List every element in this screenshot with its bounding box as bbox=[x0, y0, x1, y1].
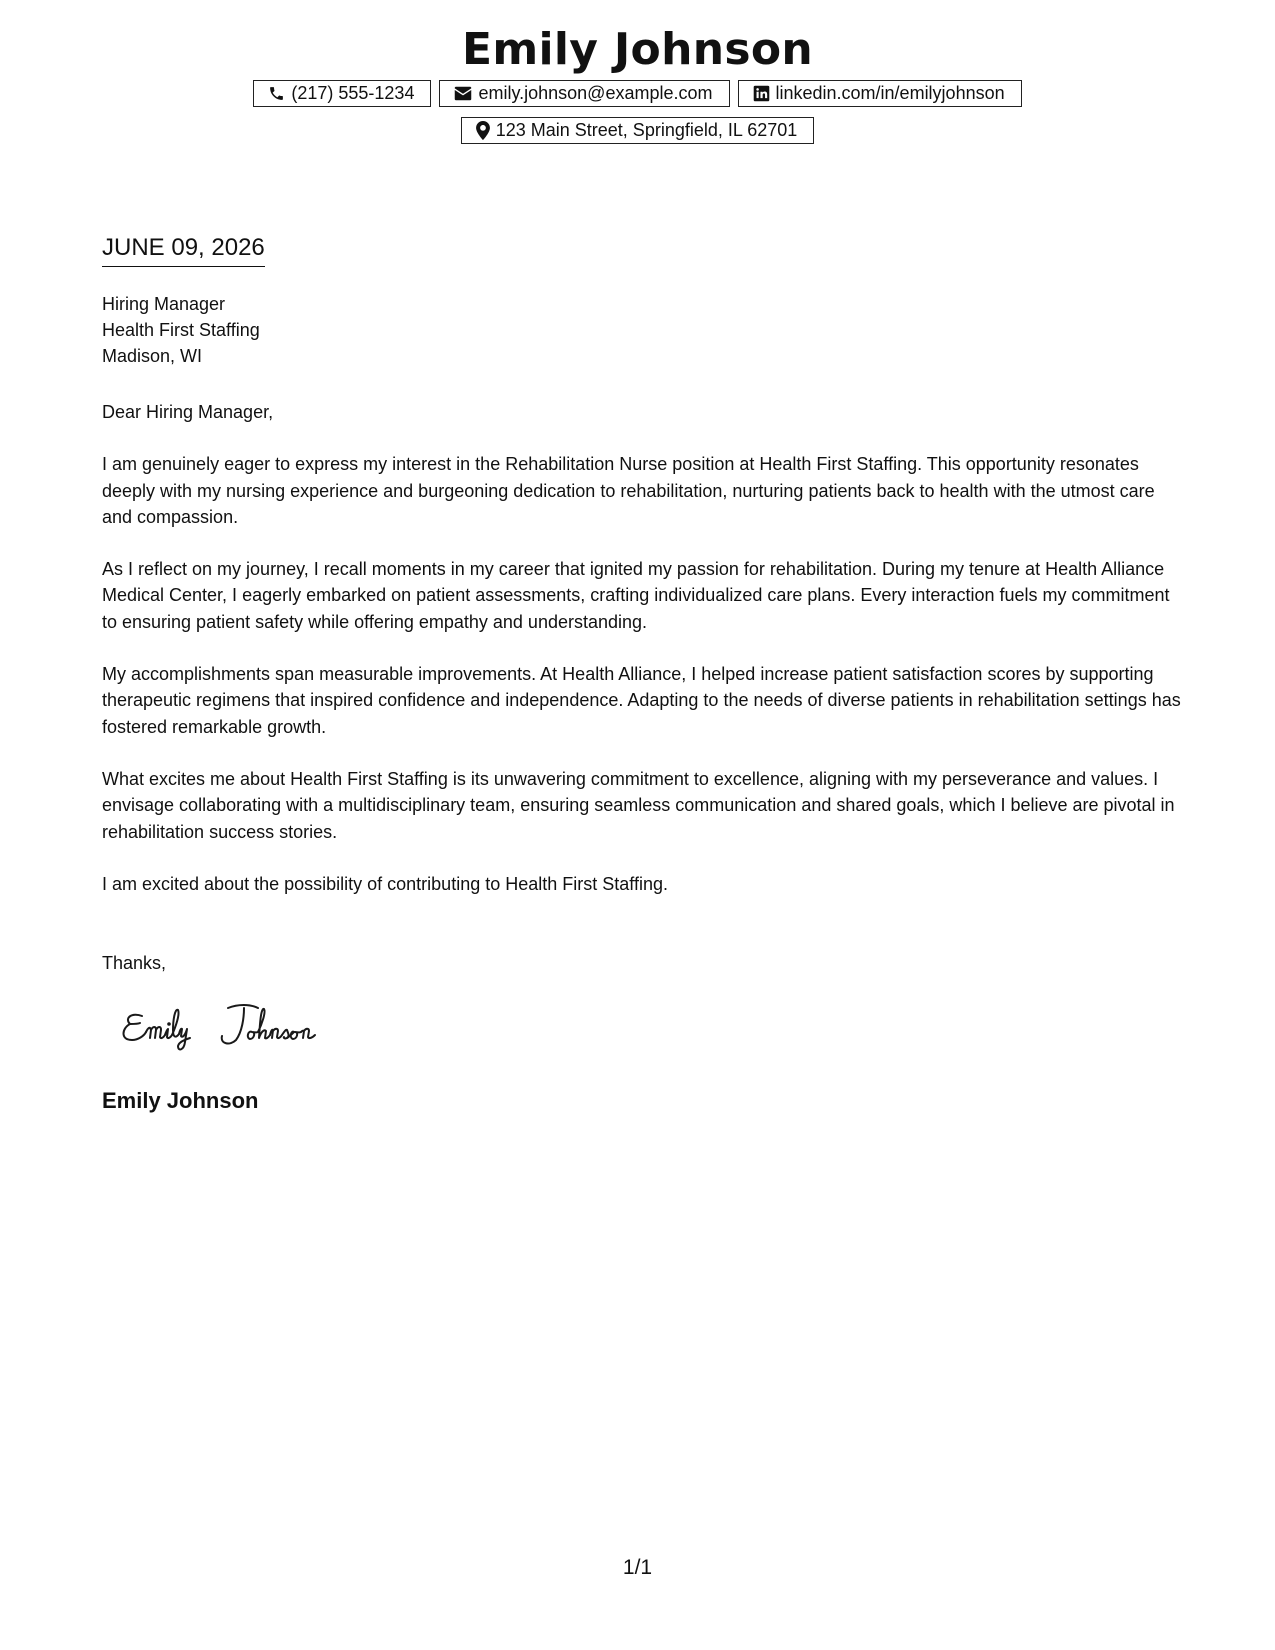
map-pin-icon bbox=[476, 121, 490, 140]
recipient-line: Health First Staffing bbox=[102, 320, 260, 340]
body-paragraph: My accomplishments span measurable improvements. At Health Alliance, I helped increase patient satisfaction scores by supporting therapeutic regimens that inspired confidence and independence. Adapting to the needs of diverse patients in rehabilitation settings has fostered remarkable growth. bbox=[102, 664, 1181, 737]
phone-chip bbox=[253, 80, 431, 107]
address-chip bbox=[461, 117, 815, 144]
linkedin-chip bbox=[738, 80, 1022, 107]
page-number: 1/1 bbox=[622, 1556, 653, 1579]
letter-body bbox=[102, 399, 1182, 923]
salutation: Dear Hiring Manager, bbox=[102, 402, 274, 422]
applicant-name: Emily Johnson bbox=[462, 24, 813, 75]
contact-row-address bbox=[0, 117, 1275, 144]
address-text: 123 Main Street, Springfield, IL 62701 bbox=[495, 120, 798, 140]
email-text: emily.johnson@example.com bbox=[478, 83, 713, 103]
recipient-block bbox=[102, 291, 260, 369]
recipient-line: Madison, WI bbox=[102, 346, 203, 366]
contact-row bbox=[0, 80, 1275, 107]
phone-text: (217) 555-1234 bbox=[291, 83, 415, 103]
linkedin-icon bbox=[753, 85, 770, 102]
letter-date: JUNE 09, 2026 bbox=[102, 232, 265, 267]
body-paragraph: I am genuinely eager to express my interest in the Rehabilitation Nurse position at Health First Staffing. This opportunity resonates deeply with my nursing experience and burgeoning dedication to rehabilitation, nurturing patients back to health with the utmost care and compassion. bbox=[102, 454, 1155, 527]
email-chip bbox=[439, 80, 729, 107]
recipient-line: Hiring Manager bbox=[102, 294, 226, 314]
body-paragraph: What excites me about Health First Staffing is its unwavering commitment to excellence, aligning with my perseverance and values. I envisage collaborating with a multidisciplinary team, ensuring seamless communication and shared goals, which I believe are pivotal in rehabilitation success stories. bbox=[102, 768, 1175, 842]
signer-name: Emily Johnson bbox=[102, 1088, 259, 1113]
handwritten-signature bbox=[118, 996, 358, 1056]
phone-icon bbox=[268, 85, 285, 102]
linkedin-text: linkedin.com/in/emilyjohnson bbox=[775, 83, 1005, 103]
body-paragraph: As I reflect on my journey, I recall moments in my career that ignited my passion for rehabilitation. During my tenure at Health Alliance Medical Center, I eagerly embarked on patient assessments, crafting individualized care plans. Every interaction fuels my commitment to ensuring patient safety while offering empathy and understanding. bbox=[102, 559, 1170, 632]
body-paragraph: I am excited about the possibility of contributing to Health First Staffing. bbox=[102, 873, 668, 894]
envelope-icon bbox=[454, 86, 472, 101]
closing: Thanks, bbox=[102, 953, 167, 973]
